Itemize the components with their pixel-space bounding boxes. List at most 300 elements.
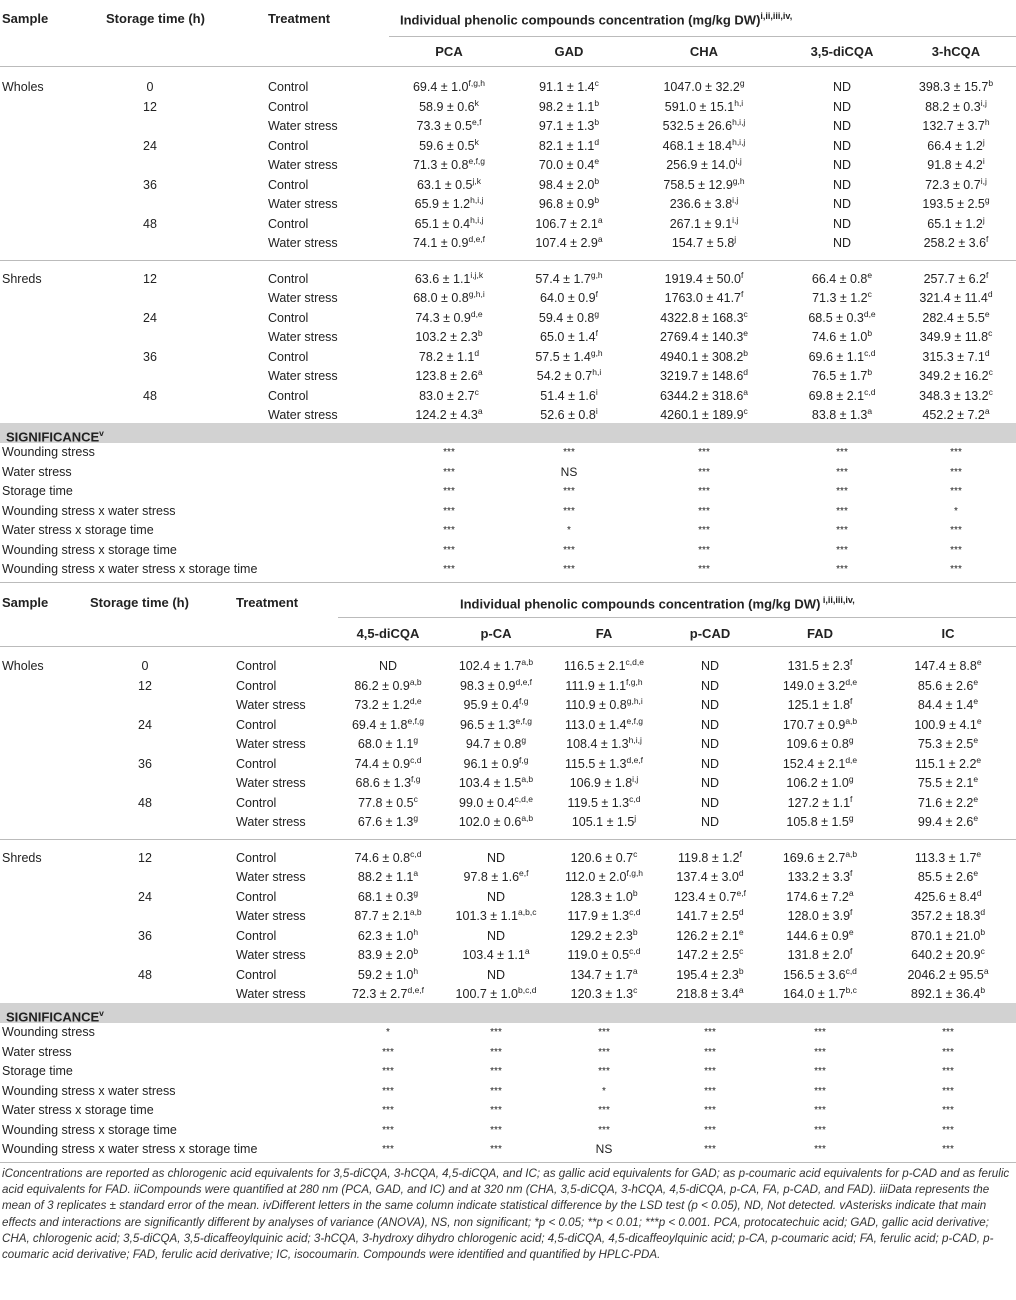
significance-value: *** bbox=[443, 564, 455, 575]
value-cell bbox=[518, 387, 620, 407]
table-row bbox=[0, 176, 1016, 196]
value: 69.6 ± 1.1 bbox=[808, 349, 865, 364]
value-cell bbox=[389, 289, 509, 309]
treatment: Water stress bbox=[236, 737, 306, 751]
value-cell bbox=[548, 849, 660, 869]
significance-label: Wounding stress x water stress x storage time bbox=[2, 562, 258, 576]
table2-group-divider bbox=[0, 839, 1016, 840]
value: 63.6 ± 1.1 bbox=[414, 271, 471, 286]
value: 59.2 ± 1.0 bbox=[357, 967, 414, 982]
value-cell bbox=[548, 985, 660, 1005]
value-cell bbox=[548, 927, 660, 947]
significance-label: Water stress x storage time bbox=[2, 1103, 154, 1117]
letter-group: c bbox=[633, 984, 638, 995]
value-cell bbox=[880, 716, 1016, 736]
value-cell bbox=[389, 234, 509, 254]
value: 164.0 ± 1.7 bbox=[783, 987, 846, 1001]
significance-value: *** bbox=[382, 1124, 394, 1136]
value: 68.6 ± 1.3 bbox=[355, 776, 412, 790]
letter-group: e,f,g bbox=[407, 715, 425, 726]
treatment: Control bbox=[236, 678, 277, 693]
letter-group: f bbox=[850, 656, 853, 667]
value-cell bbox=[896, 270, 1016, 290]
letter-group: a,b bbox=[845, 715, 858, 726]
value-cell bbox=[880, 755, 1016, 775]
letter-group: g bbox=[413, 734, 419, 745]
value-cell bbox=[444, 907, 548, 927]
table1-sample-header: Sample bbox=[2, 11, 49, 26]
value: 532.5 ± 26.6 bbox=[662, 119, 733, 133]
value: 77.8 ± 0.5 bbox=[358, 795, 414, 810]
table1-header-row bbox=[0, 0, 1016, 36]
significance-value: *** bbox=[942, 1124, 954, 1136]
value-cell bbox=[790, 137, 894, 157]
treatment: Water stress bbox=[268, 291, 338, 305]
table-row bbox=[0, 117, 1016, 137]
letter-group: c,d,e bbox=[625, 656, 644, 667]
value-cell bbox=[619, 234, 789, 254]
storage-time: 12 bbox=[138, 850, 152, 865]
table2-group-header bbox=[460, 595, 855, 611]
value-cell bbox=[338, 946, 438, 966]
letter-group: i,j bbox=[980, 97, 987, 108]
value: 131.8 ± 2.0 bbox=[787, 948, 851, 962]
treatment: Water stress bbox=[268, 408, 338, 422]
significance-value: * bbox=[954, 505, 958, 517]
letter-group: f bbox=[741, 269, 744, 280]
value-cell bbox=[896, 137, 1016, 157]
value: 133.2 ± 3.3 bbox=[787, 870, 851, 884]
significance-row bbox=[0, 502, 1016, 522]
letter-group: d bbox=[738, 906, 744, 917]
value-cell bbox=[660, 946, 760, 966]
value: 321.4 ± 11.4 bbox=[919, 291, 988, 305]
letter-group: g,h,i bbox=[626, 695, 643, 706]
letter-group: c bbox=[474, 386, 479, 397]
value: 149.0 ± 3.2 bbox=[782, 678, 846, 693]
table-row bbox=[0, 367, 1016, 387]
significance-value: *** bbox=[382, 1046, 394, 1058]
letter-group: g bbox=[521, 734, 527, 745]
value-cell bbox=[444, 849, 548, 869]
value-cell bbox=[518, 309, 620, 329]
value: 128.0 ± 3.9 bbox=[787, 909, 851, 923]
value: 147.2 ± 2.5 bbox=[676, 948, 740, 962]
value: 119.0 ± 0.5 bbox=[567, 948, 630, 962]
value-cell bbox=[660, 657, 760, 677]
value: 65.9 ± 1.2 bbox=[414, 197, 471, 211]
significance-label: Wounding stress x storage time bbox=[2, 542, 177, 557]
value: 315.3 ± 7.1 bbox=[922, 349, 985, 364]
value-cell bbox=[338, 657, 438, 677]
letter-group: e bbox=[984, 308, 990, 319]
value-cell bbox=[896, 117, 1016, 137]
value-cell bbox=[619, 289, 789, 309]
letter-group: c bbox=[988, 386, 993, 397]
table1-compound-header: 3-hCQA bbox=[931, 44, 981, 59]
letter-group: j bbox=[982, 214, 985, 225]
value-cell bbox=[548, 735, 660, 755]
letter-group: a bbox=[848, 887, 854, 898]
letter-group: b,c,d bbox=[518, 984, 537, 995]
value: 76.5 ± 1.7 bbox=[811, 369, 868, 383]
significance-value: *** bbox=[382, 1105, 394, 1116]
value: 85.5 ± 2.6 bbox=[917, 870, 974, 884]
value-cell bbox=[660, 813, 760, 833]
significance-value: *** bbox=[490, 1105, 502, 1116]
value: 123.4 ± 0.7 bbox=[674, 889, 737, 904]
value: 59.4 ± 0.8 bbox=[538, 310, 595, 325]
value-cell bbox=[444, 735, 548, 755]
value-cell bbox=[444, 966, 548, 986]
value-cell bbox=[880, 985, 1016, 1005]
value: ND bbox=[700, 698, 720, 712]
letter-group: b bbox=[988, 77, 994, 88]
letter-group: e bbox=[976, 754, 982, 765]
value-cell bbox=[518, 98, 620, 118]
significance-value: *** bbox=[814, 1066, 826, 1077]
letter-group: e,f bbox=[472, 116, 482, 127]
significance-label: Wounding stress bbox=[2, 1025, 95, 1039]
value-cell bbox=[790, 156, 894, 176]
table2-compound-header: IC bbox=[941, 626, 955, 641]
value-cell bbox=[389, 117, 509, 137]
significance-value: *** bbox=[942, 1046, 954, 1058]
table2-significance-header bbox=[0, 1003, 1016, 1023]
value-cell bbox=[548, 907, 660, 927]
significance-value: *** bbox=[443, 525, 455, 536]
letter-group: i,j bbox=[732, 214, 739, 225]
value-cell bbox=[444, 774, 548, 794]
value: 1047.0 ± 32.2 bbox=[663, 80, 740, 94]
letter-group: f bbox=[850, 793, 853, 804]
table-row bbox=[0, 735, 1016, 755]
letter-group: f,g bbox=[519, 754, 529, 765]
significance-row bbox=[0, 521, 1016, 541]
letter-group: e bbox=[973, 773, 979, 784]
table-row bbox=[0, 985, 1016, 1005]
value: 108.4 ± 1.3 bbox=[566, 737, 629, 751]
value: ND bbox=[832, 158, 852, 172]
value: 4940.1 ± 308.2 bbox=[659, 349, 744, 364]
value-cell bbox=[619, 156, 789, 176]
value: 169.6 ± 2.7 bbox=[782, 850, 846, 865]
table-row bbox=[0, 946, 1016, 966]
table-row bbox=[0, 234, 1016, 254]
value: 154.7 ± 5.8 bbox=[671, 236, 735, 250]
value-cell bbox=[660, 966, 760, 986]
letter-group: g bbox=[984, 194, 990, 205]
letter-group: e bbox=[976, 656, 982, 667]
value-cell bbox=[389, 309, 509, 329]
significance-value: *** bbox=[836, 505, 848, 517]
treatment: Water stress bbox=[268, 158, 338, 172]
value-cell bbox=[660, 716, 760, 736]
value-cell bbox=[338, 735, 438, 755]
significance-value: * bbox=[567, 525, 571, 536]
letter-group: j bbox=[734, 233, 737, 244]
storage-time: 24 bbox=[138, 889, 152, 904]
treatment: Water stress bbox=[236, 815, 306, 829]
significance-value: *** bbox=[704, 1046, 716, 1058]
value: 125.1 ± 1.8 bbox=[787, 698, 851, 712]
value-cell bbox=[619, 195, 789, 215]
value: 71.3 ± 0.8 bbox=[412, 158, 469, 172]
value: 95.9 ± 0.4 bbox=[463, 698, 520, 712]
table-row bbox=[0, 677, 1016, 697]
value: 1919.4 ± 50.0 bbox=[664, 271, 741, 286]
significance-value: *** bbox=[698, 486, 710, 497]
letter-group: f bbox=[741, 288, 744, 299]
value-cell bbox=[518, 137, 620, 157]
table1-storage-header: Storage time (h) bbox=[106, 11, 205, 26]
letter-group: c,d bbox=[629, 906, 641, 917]
value: 110.9 ± 0.8 bbox=[565, 698, 627, 712]
value: 75.5 ± 2.1 bbox=[917, 776, 974, 790]
value: 68.0 ± 1.1 bbox=[357, 737, 414, 751]
significance-value: *** bbox=[443, 466, 455, 478]
value: 6344.2 ± 318.6 bbox=[659, 388, 744, 403]
letter-group: d,e bbox=[845, 676, 858, 687]
letter-group: b bbox=[743, 347, 749, 358]
value: 105.8 ± 1.5 bbox=[786, 815, 849, 829]
letter-group: g,h bbox=[732, 175, 745, 186]
table2-body bbox=[0, 657, 1016, 1005]
significance-title: SIGNIFICANCE bbox=[6, 1009, 100, 1025]
letter-group: d,e bbox=[409, 695, 422, 706]
value: 67.6 ± 1.3 bbox=[357, 815, 414, 829]
value: 74.6 ± 0.8 bbox=[354, 850, 411, 865]
value-cell bbox=[790, 328, 894, 348]
significance-row bbox=[0, 1101, 1016, 1121]
value-cell bbox=[790, 234, 894, 254]
value: 132.7 ± 3.7 bbox=[922, 119, 985, 133]
significance-label: Wounding stress bbox=[2, 445, 95, 459]
letter-group: h bbox=[984, 116, 990, 127]
significance-label: Storage time bbox=[2, 1064, 73, 1078]
value: 73.2 ± 1.2 bbox=[354, 698, 410, 712]
value-cell bbox=[389, 387, 509, 407]
significance-value: *** bbox=[598, 1105, 610, 1116]
value-cell bbox=[444, 868, 548, 888]
value-cell bbox=[660, 794, 760, 814]
letter-group: f bbox=[986, 233, 989, 244]
table1-compound-header: 3,5-diCQA bbox=[810, 44, 874, 59]
storage-time: 36 bbox=[138, 756, 152, 771]
value-cell bbox=[518, 289, 620, 309]
value: 66.4 ± 1.2 bbox=[927, 138, 983, 153]
value-cell bbox=[660, 927, 760, 947]
value-cell bbox=[760, 907, 880, 927]
table2-compound-header-row bbox=[0, 618, 1016, 644]
significance-value: *** bbox=[942, 1085, 954, 1097]
letter-group: a,b bbox=[409, 676, 422, 687]
value-cell bbox=[389, 328, 509, 348]
value: 425.6 ± 8.4 bbox=[914, 889, 977, 904]
value: 870.1 ± 21.0 bbox=[910, 928, 981, 943]
value-cell bbox=[444, 794, 548, 814]
value-cell bbox=[619, 176, 789, 196]
table2-compound-header: FAD bbox=[807, 626, 833, 641]
value-cell bbox=[790, 117, 894, 137]
value: 65.1 ± 0.4 bbox=[414, 216, 471, 231]
letter-group: j bbox=[982, 136, 985, 147]
value-cell bbox=[619, 309, 789, 329]
letter-group: a bbox=[867, 405, 873, 416]
significance-row bbox=[0, 1121, 1016, 1141]
letter-group: a bbox=[743, 386, 749, 397]
table1-compound-header-row bbox=[0, 36, 1016, 62]
significance-row bbox=[0, 1043, 1016, 1063]
value-cell bbox=[389, 215, 509, 235]
significance-value: *** bbox=[598, 1046, 610, 1058]
value-cell bbox=[444, 927, 548, 947]
value-cell bbox=[760, 888, 880, 908]
treatment: Control bbox=[268, 177, 309, 192]
value: 195.4 ± 2.3 bbox=[676, 967, 739, 982]
significance-row bbox=[0, 463, 1016, 483]
treatment: Water stress bbox=[268, 369, 338, 383]
value-cell bbox=[338, 927, 438, 947]
value: 117.9 ± 1.3 bbox=[567, 909, 630, 923]
value-cell bbox=[619, 348, 789, 368]
significance-value: *** bbox=[814, 1046, 826, 1058]
table2-compound-header: FA bbox=[595, 626, 613, 641]
significance-value: *** bbox=[563, 447, 575, 458]
value-cell bbox=[518, 156, 620, 176]
value: ND bbox=[832, 236, 852, 250]
table1-compound-header: GAD bbox=[554, 44, 584, 59]
treatment: Water stress bbox=[236, 870, 306, 884]
significance-label: Storage time bbox=[2, 484, 73, 498]
value-cell bbox=[790, 270, 894, 290]
value: 68.0 ± 0.8 bbox=[413, 291, 469, 305]
value-cell bbox=[760, 849, 880, 869]
value-cell bbox=[760, 794, 880, 814]
value-cell bbox=[660, 907, 760, 927]
value: 58.9 ± 0.6 bbox=[419, 99, 475, 114]
table2-bottom-rule bbox=[0, 1162, 1016, 1163]
value: 88.2 ± 0.3 bbox=[925, 99, 981, 114]
value-cell bbox=[896, 234, 1016, 254]
value: 119.8 ± 1.2 bbox=[678, 850, 740, 865]
significance-row bbox=[0, 482, 1016, 502]
significance-row bbox=[0, 560, 1016, 580]
value-cell bbox=[338, 849, 438, 869]
significance-value: *** bbox=[490, 1066, 502, 1077]
value-cell bbox=[548, 677, 660, 697]
table1-body bbox=[0, 78, 1016, 426]
treatment: Control bbox=[236, 889, 277, 904]
letter-group: h,i bbox=[734, 97, 744, 108]
significance-value: *** bbox=[942, 1105, 954, 1116]
letter-group: d bbox=[594, 136, 600, 147]
value-cell bbox=[660, 849, 760, 869]
value: 83.0 ± 2.7 bbox=[419, 388, 475, 403]
letter-group: d,e,f bbox=[407, 984, 425, 995]
table2-compound-header: p-CA bbox=[480, 626, 512, 641]
letter-group: b bbox=[632, 926, 638, 937]
letter-group: b bbox=[632, 887, 638, 898]
value: 98.3 ± 0.9 bbox=[459, 678, 516, 693]
value-cell bbox=[619, 78, 789, 98]
significance-value: *** bbox=[563, 505, 575, 517]
letter-group: a,b bbox=[521, 656, 534, 667]
value: 69.4 ± 1.8 bbox=[351, 717, 408, 732]
significance-value: NS bbox=[560, 464, 578, 479]
value-cell bbox=[444, 677, 548, 697]
value: 398.3 ± 15.7 bbox=[918, 80, 989, 94]
value-cell bbox=[548, 696, 660, 716]
letter-group: a,b bbox=[409, 906, 422, 917]
value-cell bbox=[880, 677, 1016, 697]
value-cell bbox=[880, 907, 1016, 927]
value-cell bbox=[389, 176, 509, 196]
letter-group: e bbox=[973, 867, 979, 878]
value-cell bbox=[880, 868, 1016, 888]
table1-group-header bbox=[400, 11, 792, 27]
significance-row bbox=[0, 1023, 1016, 1043]
treatment: Water stress bbox=[236, 909, 306, 923]
value-cell bbox=[389, 78, 509, 98]
value: 52.6 ± 0.8 bbox=[540, 408, 596, 422]
storage-time: 36 bbox=[143, 349, 157, 364]
value: ND bbox=[378, 659, 398, 673]
value: 91.8 ± 4.2 bbox=[927, 158, 983, 172]
value-cell bbox=[389, 137, 509, 157]
value: 97.8 ± 1.6 bbox=[463, 870, 520, 884]
value-cell bbox=[619, 328, 789, 348]
significance-value: *** bbox=[443, 544, 455, 556]
letter-group: d bbox=[976, 887, 982, 898]
letter-group: d bbox=[984, 347, 990, 358]
table-row bbox=[0, 657, 1016, 677]
letter-group: c,d bbox=[629, 793, 641, 804]
value: 123.8 ± 2.6 bbox=[415, 369, 478, 383]
table-row bbox=[0, 309, 1016, 329]
letter-group: f bbox=[850, 945, 853, 956]
value-cell bbox=[760, 946, 880, 966]
letter-group: b bbox=[594, 97, 600, 108]
value-cell bbox=[896, 78, 1016, 98]
value: 74.1 ± 0.9 bbox=[412, 236, 469, 250]
value: 100.7 ± 1.0 bbox=[455, 987, 519, 1001]
letter-group: e bbox=[976, 848, 982, 859]
value: 86.2 ± 0.9 bbox=[354, 678, 410, 693]
value: 131.5 ± 2.3 bbox=[787, 659, 851, 673]
significance-value: *** bbox=[382, 1144, 394, 1155]
value: 349.9 ± 11.8 bbox=[919, 330, 989, 344]
significance-value: *** bbox=[704, 1066, 716, 1077]
treatment: Control bbox=[268, 216, 309, 231]
significance-row bbox=[0, 541, 1016, 561]
value: 137.4 ± 3.0 bbox=[676, 870, 739, 884]
significance-value: *** bbox=[814, 1144, 826, 1155]
significance-label: Wounding stress x water stress bbox=[2, 1083, 176, 1098]
significance-value: *** bbox=[598, 1066, 610, 1077]
table-row bbox=[0, 849, 1016, 869]
value-cell bbox=[880, 813, 1016, 833]
significance-value: *** bbox=[598, 1027, 610, 1038]
table-row bbox=[0, 156, 1016, 176]
value-cell bbox=[896, 367, 1016, 387]
treatment: Control bbox=[268, 99, 309, 114]
significance-value: *** bbox=[382, 1066, 394, 1077]
letter-group: c bbox=[988, 327, 993, 338]
value: 591.0 ± 15.1 bbox=[664, 99, 735, 114]
storage-time: 0 bbox=[141, 659, 149, 673]
value-cell bbox=[760, 868, 880, 888]
